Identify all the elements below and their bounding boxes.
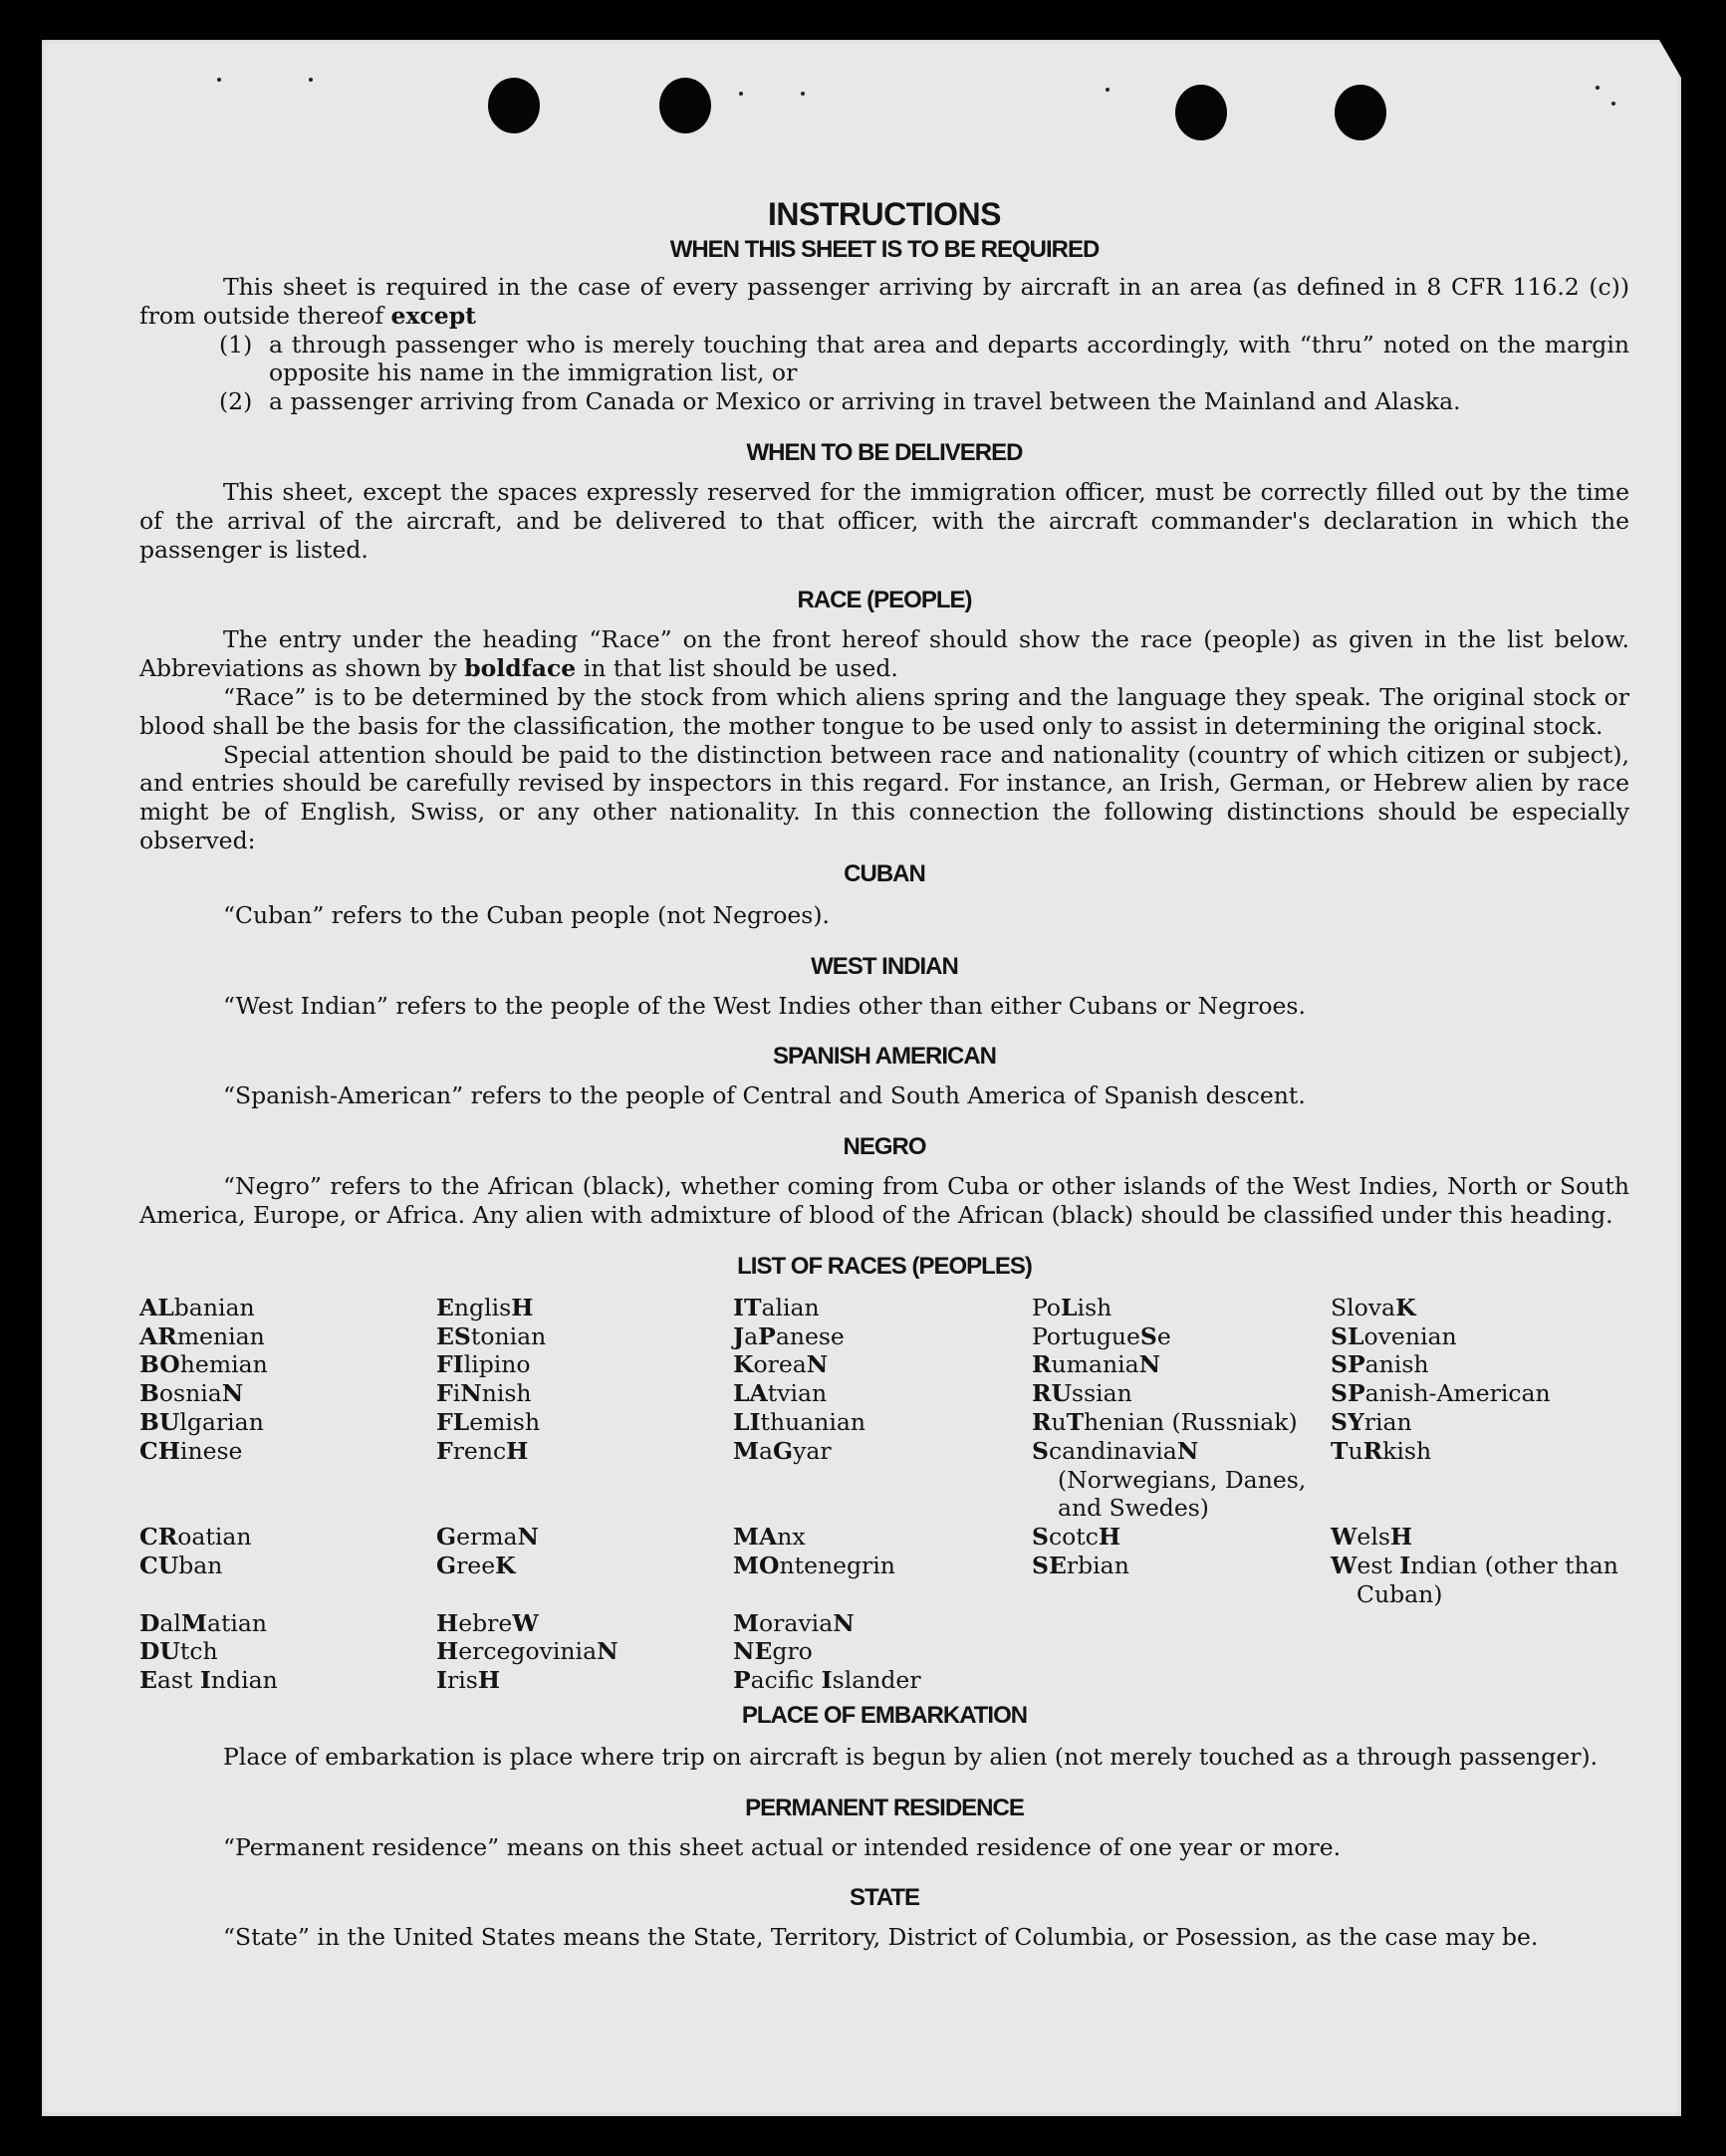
race-item: JaPanese [733,1321,845,1350]
race-item: MaGyar [733,1436,832,1465]
race-item: MAnx [733,1523,806,1552]
west-indian-text: “West Indian” refers to the people of the West Indies other than either Cubans or Negroes. [223,991,1306,1020]
embarkation-text: Place of embarkation is place where trip on aircraft is begun by alien (not merely touched as a through passenger). [223,1742,1599,1771]
race-item: DalMatian [139,1608,268,1637]
exception-item: (1) a through passenger who is merely touching that area and departs accordingly, with “thru” noted on the margin opposite his name in the immigration list, or [219,330,1629,387]
section-heading-required: WHEN THIS SHEET IS TO BE REQUIRED [669,236,1100,263]
required-intro: This sheet is required in the case of every passenger arriving by aircraft in an area (as defined in 8 CFR 116.2 (c)) from outside thereof except [139,273,1629,330]
race-item: IrisH [436,1666,501,1695]
race-item: SPanish [1331,1350,1429,1379]
negro-text: “Negro” refers to the African (black), whether coming from Cuba or other islands of the West Indies, North or South America, Europe, or Africa. Any alien with admixture of blood of the African (black) should be classified under this heading. [139,1172,1629,1229]
race-item: MoraviaN [733,1608,855,1637]
race-item: FIlipino [436,1350,531,1379]
race-item: CHinese [139,1436,243,1465]
race-item: BosniaN [139,1379,244,1408]
race-item: ScotcH [1032,1523,1121,1552]
race-item: GreeK [436,1551,516,1579]
race-cell-empty [1331,1609,1629,1638]
punch-hole [659,78,711,133]
race-paragraph-3: Special attention should be paid to the distinction between race and nationality (country of which citizen or subject), and entries should be carefully revised by inspectors in this regard. For instance, an Irish, German, or Hebrew alien by race might be of English, Swiss, or any other nationality. In this connection the following distinctions should be especially observed: [139,740,1629,854]
race-item: East Indian [139,1666,278,1695]
exception-item: (2) a passenger arriving from Canada or Mexico or arriving in travel between the Mainland and Alaska. [219,387,1461,416]
race-item: SErbian [1032,1551,1129,1579]
race-item: EStonian [436,1321,547,1350]
race-item: PortugueSe [1032,1321,1171,1350]
race-cell-empty [1331,1666,1629,1695]
delivered-text: This sheet, except the spaces expressly reserved for the immigration officer, must be correctly filled out by the time of the arrival of the aircraft, and be delivered to that officer, with the aircraft commander's declaration in which the passenger is listed. [139,477,1629,564]
scan-speck [1596,86,1600,90]
race-cell-empty [1032,1609,1331,1638]
punch-hole [488,78,540,133]
race-item: SLovenian [1331,1321,1457,1350]
race-item: FLemish [436,1407,541,1436]
race-item: LIthuanian [733,1407,866,1436]
race-item: LAtvian [733,1379,828,1408]
race-item: NEgro [733,1637,813,1666]
race-item: HercegoviniaN [436,1637,618,1666]
race-cell-empty [1032,1637,1331,1666]
race-item: ScandinaviaN (Norwegians, Danes, and Swedes) [1032,1436,1307,1523]
scan-speck [801,92,805,96]
scan-speck [309,78,313,82]
instructions-content [139,149,1629,1952]
scan-speck [1106,88,1110,92]
punch-hole [1335,85,1386,140]
race-list [139,1294,1629,1695]
race-item: SYrian [1331,1407,1412,1436]
race-paragraph-1: The entry under the heading “Race” on the front hereof should show the race (people) as given in the list below. Abbreviations as shown by boldface in that list should be used. [139,625,1629,683]
scan-speck [1611,102,1615,106]
race-item: FiNnish [436,1379,532,1408]
race-item: ARmenian [139,1321,265,1350]
section-heading-race: RACE (PEOPLE) [797,587,972,614]
spanish-american-text: “Spanish-American” refers to the people of Central and South America of Spanish descent. [223,1081,1306,1110]
race-item: RuThenian (Russniak) [1032,1407,1298,1436]
race-item: DUtch [139,1637,218,1666]
race-item: HebreW [436,1608,539,1637]
cuban-text: “Cuban” refers to the Cuban people (not Negroes). [223,900,831,929]
race-cell-empty [1331,1637,1629,1666]
document-page [42,40,1681,2116]
race-cell-empty [1032,1666,1331,1695]
race-item: CUban [139,1551,223,1579]
race-item: MOntenegrin [733,1551,895,1579]
section-heading-cuban: CUBAN [844,859,925,887]
race-item: CRoatian [139,1523,252,1552]
section-heading-delivered: WHEN TO BE DELIVERED [746,438,1023,466]
race-item: BUlgarian [139,1407,264,1436]
race-item: BOhemian [139,1350,268,1379]
race-item: SlovaK [1331,1293,1416,1321]
section-heading-negro: NEGRO [843,1133,926,1161]
race-item: Pacific Islander [733,1666,921,1695]
section-heading-spanish-american: SPANISH AMERICAN [772,1043,996,1071]
race-item: ALbanian [139,1293,255,1321]
section-heading-west-indian: WEST INDIAN [811,952,958,980]
race-item: KoreaN [733,1350,829,1379]
race-item: West Indian (other than Cuban) [1331,1551,1618,1608]
residence-text: “Permanent residence” means on this sheet actual or intended residence of one year or more. [223,1832,1342,1861]
page-corner [1659,40,1681,78]
race-item: SPanish-American [1331,1379,1551,1408]
race-paragraph-2: “Race” is to be determined by the stock from which aliens spring and the language they speak. The original stock or blood shall be the basis for the classification, the mother tongue to be used only to assist in determining the original stock. [139,682,1629,740]
scan-speck [739,92,743,96]
section-heading-state: STATE [849,1884,920,1912]
race-item: ITalian [733,1293,820,1321]
race-item: PoLish [1032,1293,1112,1321]
race-item: FrencH [436,1436,529,1465]
race-item: TuRkish [1331,1436,1432,1465]
section-heading-residence: PERMANENT RESIDENCE [745,1794,1024,1821]
race-item: EnglisH [436,1293,534,1321]
race-item: GermaN [436,1523,539,1552]
exception-list [139,331,1629,416]
race-item: RUssian [1032,1379,1132,1408]
race-item: WelsH [1331,1523,1413,1552]
except-word: except [390,301,477,330]
race-item: RumaniaN [1032,1350,1161,1379]
page-title: INSTRUCTIONS [768,196,1001,232]
punch-hole [1175,85,1227,140]
scan-speck [217,78,221,82]
section-heading-list: LIST OF RACES (PEOPLES) [737,1252,1032,1280]
state-text: “State” in the United States means the State, Territory, District of Columbia, or Posession, as the case may be. [223,1923,1539,1952]
section-heading-embarkation: PLACE OF EMBARKATION [741,1701,1028,1729]
